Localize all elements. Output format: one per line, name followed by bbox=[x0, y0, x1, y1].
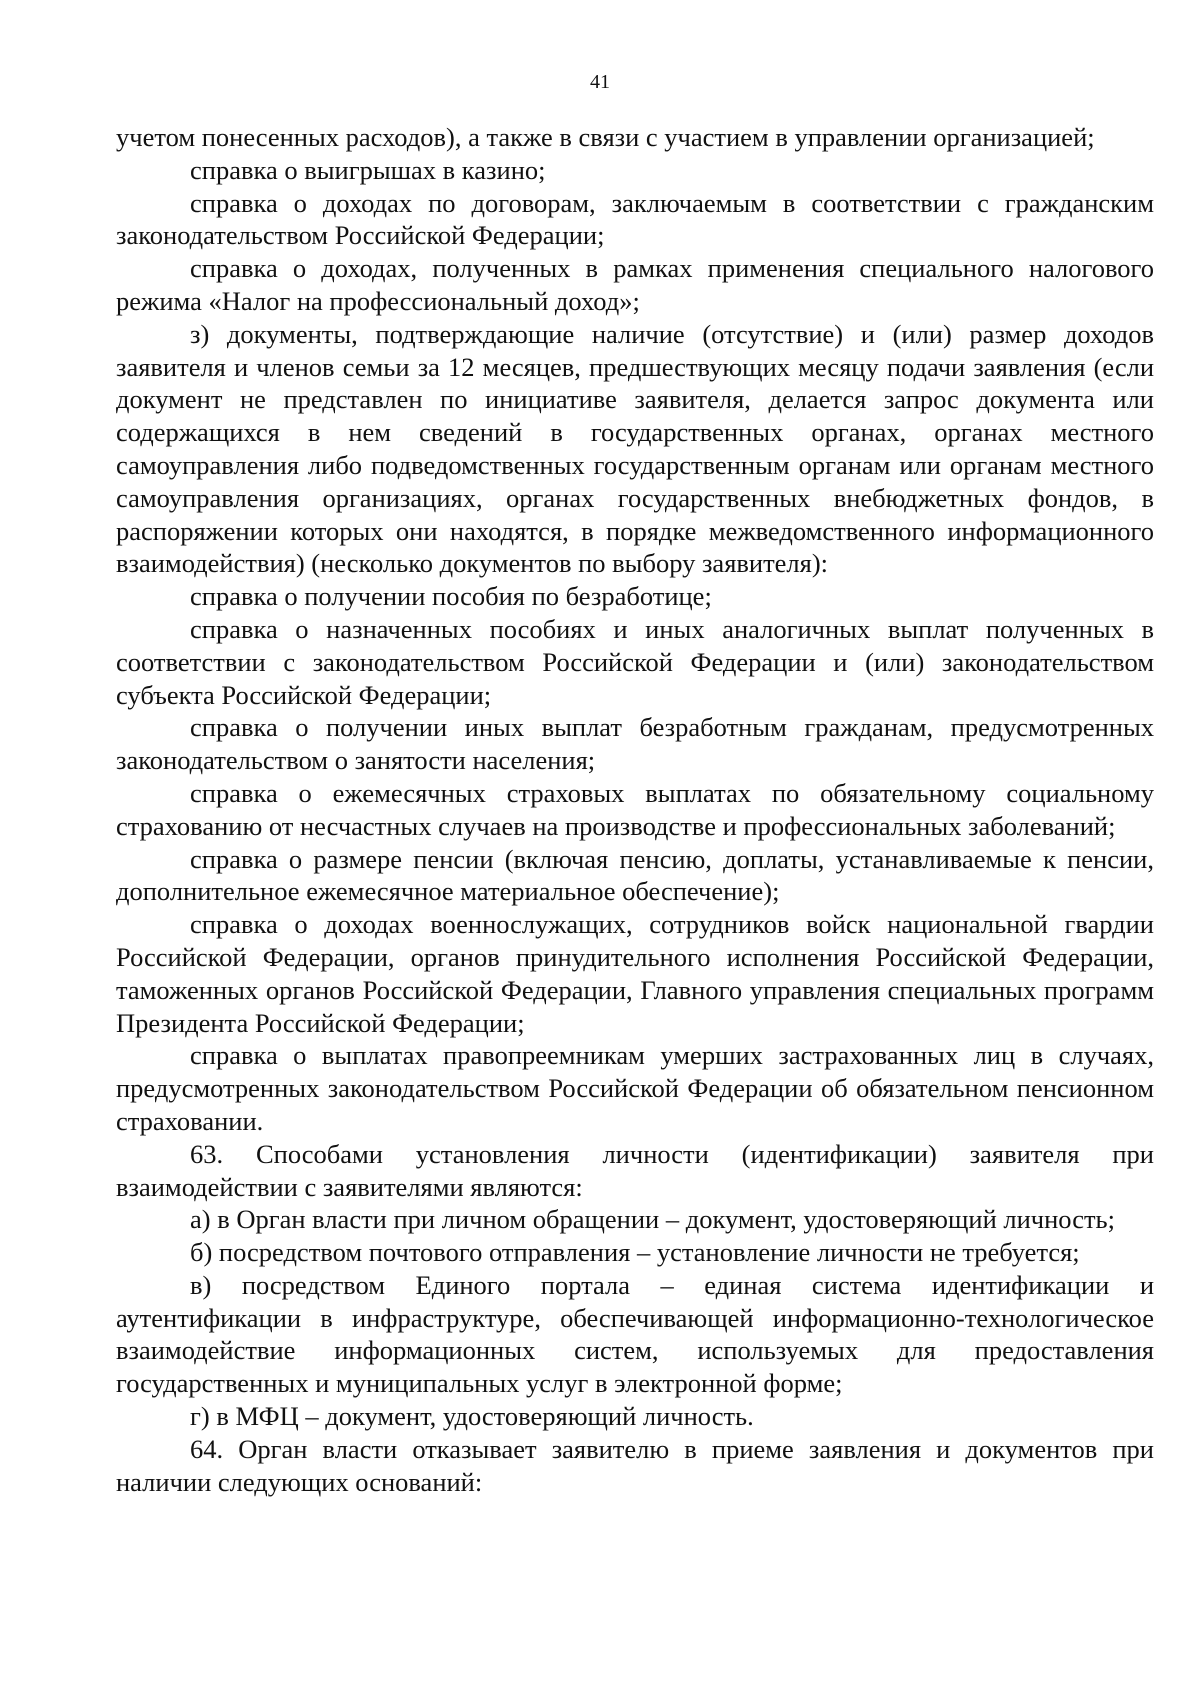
page-number: 41 bbox=[590, 71, 610, 93]
paragraph: справка о назначенных пособиях и иных аналогичных выплат полученных в соответствии с законодательством Российской Федерации и (или) законодательством субъекта Российской Федерации; bbox=[116, 613, 1154, 710]
paragraph: в) посредством Единого портала – единая система идентификации и аутентификации в инфраструктуре, обеспечивающей информационно-технологическое взаимодействие информационных систем, используемых для предоставления государственных и муниципальных услуг в электронной форме; bbox=[116, 1269, 1154, 1399]
paragraph: справка о доходах, полученных в рамках применения специального налогового режима «Налог на профессиональный доход»; bbox=[116, 253, 1154, 316]
paragraph: 63. Способами установления личности (идентификации) заявителя при взаимодействии с заявителями являются: bbox=[116, 1138, 1154, 1202]
paragraph: справка о доходах военнослужащих, сотрудников войск национальной гвардии Российской Федерации, органов принудительного исполнения Российской Федерации, таможенных органов Российской Федерации, Главного управления специальных программ Президента Российской Федерации; bbox=[116, 909, 1154, 1038]
paragraph: справка о выигрышах в казино; bbox=[190, 154, 546, 185]
paragraph: а) в Орган власти при личном обращении – документ, удостоверяющий личность; bbox=[190, 1204, 1115, 1235]
document-body bbox=[116, 121, 1154, 1498]
paragraph: справка о получении иных выплат безработным гражданам, предусмотренных законодательством о занятости населения; bbox=[116, 712, 1154, 776]
paragraph: справка о размере пенсии (включая пенсию, доплаты, устанавливаемые к пенсии, дополнительное ежемесячное материальное обеспечение); bbox=[116, 843, 1154, 907]
paragraph: з) документы, подтверждающие наличие (отсутствие) и (или) размер доходов заявителя и членов семьи за 12 месяцев, предшествующих месяцу подачи заявления (если документ не представлен по инициативе заявителя, делается запрос документа или содержащихся в нем сведений в государственных органах, органах местного самоуправления либо подведомственных государственным органам или органам местного самоуправления организациях, органах государственных внебюджетных фондов, в распоряжении которых они находятся, в порядке межведомственного информационного взаимодействия) (несколько документов по выбору заявителя): bbox=[116, 318, 1154, 579]
paragraph: учетом понесенных расходов), а также в связи с участием в управлении организацией; bbox=[116, 122, 1095, 152]
paragraph: справка о выплатах правопреемникам умерших застрахованных лиц в случаях, предусмотренных законодательством Российской Федерации об обязательном пенсионном страховании. bbox=[116, 1040, 1154, 1136]
paragraph: справка о получении пособия по безработице; bbox=[190, 581, 712, 612]
paragraph: справка о ежемесячных страховых выплатах по обязательному социальному страхованию от несчастных случаев на производстве и профессиональных заболеваний; bbox=[116, 777, 1154, 841]
paragraph: б) посредством почтового отправления – установление личности не требуется; bbox=[190, 1237, 1080, 1268]
paragraph: справка о доходах по договорам, заключаемым в соответствии с гражданским законодательством Российской Федерации; bbox=[116, 187, 1154, 251]
paragraph: г) в МФЦ – документ, удостоверяющий личность. bbox=[190, 1401, 754, 1432]
paragraph: 64. Орган власти отказывает заявителю в приеме заявления и документов при наличии следующих оснований: bbox=[116, 1433, 1154, 1497]
